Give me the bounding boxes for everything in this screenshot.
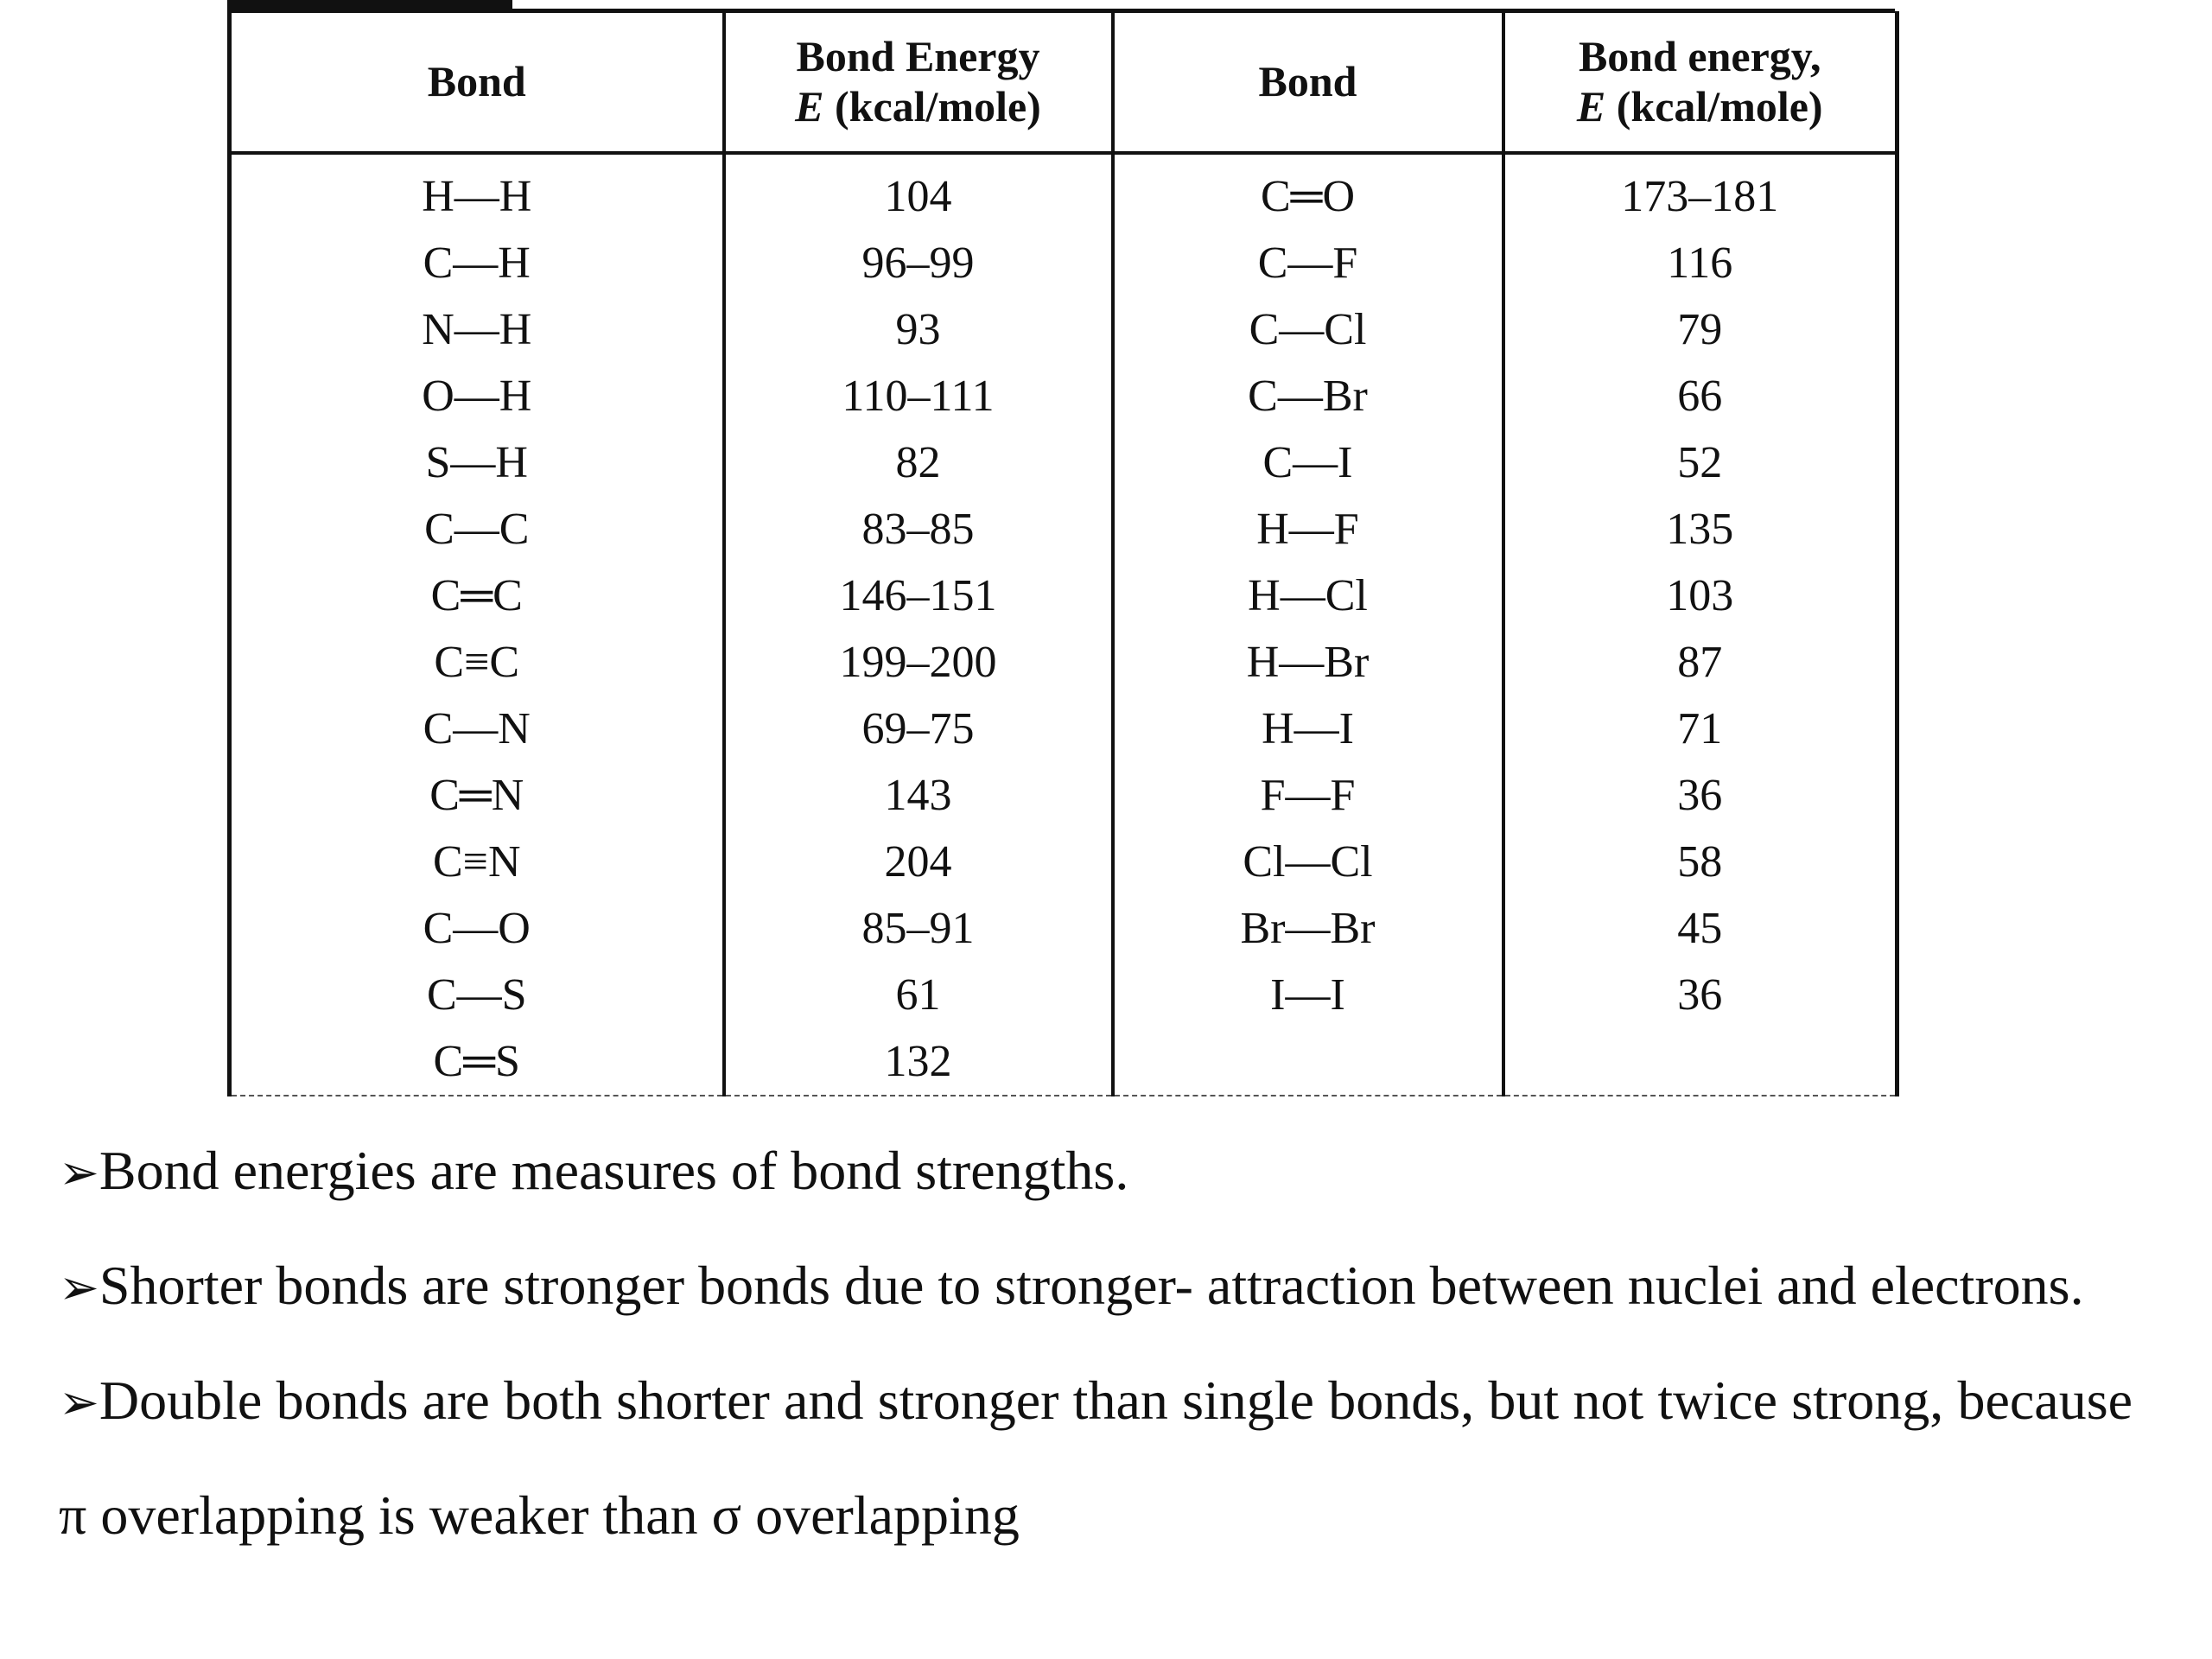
bond-energy-table	[227, 11, 1899, 1096]
bond-cell-right: C—Br	[1113, 363, 1503, 429]
energy-cell-right: 103	[1503, 563, 1897, 629]
bond-cell-left: C═N	[230, 762, 724, 829]
energy-cell-right: 66	[1503, 363, 1897, 429]
energy-cell-left: 61	[724, 962, 1113, 1028]
bond-cell-right: C—I	[1113, 429, 1503, 496]
energy-cell-right: 58	[1503, 829, 1897, 895]
bond-cell-right: C—F	[1113, 230, 1503, 296]
bond-cell-left: C—H	[230, 230, 724, 296]
header-energy-right	[1503, 11, 1897, 153]
bond-cell-right: C═O	[1113, 153, 1503, 230]
bond-cell-left: C═C	[230, 563, 724, 629]
bond-cell-right: H—Br	[1113, 629, 1503, 696]
header-energy-right-units	[1505, 81, 1896, 131]
energy-cell-right: 36	[1503, 762, 1897, 829]
table-row	[230, 496, 1897, 563]
bond-cell-left: C—C	[230, 496, 724, 563]
energy-cell-right: 135	[1503, 496, 1897, 563]
arrow-bullet-icon: ➢	[59, 1145, 99, 1201]
bond-cell-right	[1113, 1028, 1503, 1096]
header-energy-left	[724, 11, 1113, 153]
bond-cell-right: Br—Br	[1113, 895, 1503, 962]
energy-cell-left: 104	[724, 153, 1113, 230]
bond-cell-right: H—I	[1113, 696, 1503, 762]
table-body	[230, 153, 1897, 1096]
energy-cell-left: 143	[724, 762, 1113, 829]
table-row	[230, 962, 1897, 1028]
energy-cell-left: 82	[724, 429, 1113, 496]
bond-cell-right: H—F	[1113, 496, 1503, 563]
table-row	[230, 230, 1897, 296]
energy-cell-right: 79	[1503, 296, 1897, 363]
energy-cell-left: 96–99	[724, 230, 1113, 296]
energy-cell-right: 71	[1503, 696, 1897, 762]
table-row	[230, 696, 1897, 762]
header-energy-left-unit: (kcal/mole)	[835, 82, 1041, 130]
bond-cell-left: C≡N	[230, 829, 724, 895]
note-item	[59, 1344, 2133, 1572]
energy-cell-right: 116	[1503, 230, 1897, 296]
header-energy-right-unit: (kcal/mole)	[1616, 82, 1823, 130]
notes-section	[59, 1115, 2133, 1572]
energy-cell-left: 93	[724, 296, 1113, 363]
header-bond-right	[1113, 11, 1503, 153]
table-row	[230, 762, 1897, 829]
bond-cell-right: Cl—Cl	[1113, 829, 1503, 895]
bond-cell-left: H—H	[230, 153, 724, 230]
table-row	[230, 563, 1897, 629]
energy-cell-left: 204	[724, 829, 1113, 895]
energy-cell-left: 83–85	[724, 496, 1113, 563]
energy-cell-left: 110–111	[724, 363, 1113, 429]
bond-cell-right: F—F	[1113, 762, 1503, 829]
note-item	[59, 1230, 2133, 1344]
arrow-bullet-icon: ➢	[59, 1260, 99, 1316]
note-text: Shorter bonds are stronger bonds due to stronger- attraction between nuclei and electrons.	[99, 1255, 2084, 1316]
header-energy-left-title: Bond Energy	[796, 32, 1040, 80]
energy-cell-right: 36	[1503, 962, 1897, 1028]
energy-cell-right: 45	[1503, 895, 1897, 962]
header-energy-left-units	[726, 81, 1111, 131]
bond-cell-left: C≡C	[230, 629, 724, 696]
energy-cell-right: 173–181	[1503, 153, 1897, 230]
energy-cell-right: 87	[1503, 629, 1897, 696]
header-bond-left	[230, 11, 724, 153]
table-header-row	[230, 11, 1897, 153]
bond-cell-right: C—Cl	[1113, 296, 1503, 363]
energy-cell-left: 132	[724, 1028, 1113, 1096]
bond-cell-left: C—N	[230, 696, 724, 762]
energy-cell-left: 146–151	[724, 563, 1113, 629]
bond-cell-left: S—H	[230, 429, 724, 496]
bond-cell-left: C—O	[230, 895, 724, 962]
header-bond-left-label: Bond	[427, 57, 526, 105]
table-row	[230, 296, 1897, 363]
table-row	[230, 829, 1897, 895]
bond-cell-right: I—I	[1113, 962, 1503, 1028]
energy-cell-left: 199–200	[724, 629, 1113, 696]
table-row	[230, 895, 1897, 962]
energy-cell-right: 52	[1503, 429, 1897, 496]
note-text: Bond energies are measures of bond strengths.	[99, 1140, 1129, 1201]
table-row	[230, 629, 1897, 696]
table-row	[230, 429, 1897, 496]
note-text: Double bonds are both shorter and stronger than single bonds, but not twice strong, because π overlapping is weaker than σ overlapping	[59, 1370, 2133, 1546]
note-item	[59, 1115, 2133, 1230]
bond-cell-left: C═S	[230, 1028, 724, 1096]
bond-cell-left: N—H	[230, 296, 724, 363]
header-energy-left-symbol: E	[795, 82, 824, 130]
bond-cell-right: H—Cl	[1113, 563, 1503, 629]
energy-cell-left: 85–91	[724, 895, 1113, 962]
bond-cell-left: O—H	[230, 363, 724, 429]
table-row	[230, 1028, 1897, 1096]
bond-cell-left: C—S	[230, 962, 724, 1028]
energy-cell-left: 69–75	[724, 696, 1113, 762]
energy-cell-right	[1503, 1028, 1897, 1096]
header-energy-right-symbol: E	[1576, 82, 1606, 130]
table-row	[230, 363, 1897, 429]
header-energy-right-title: Bond energy,	[1578, 32, 1821, 80]
table-row	[230, 153, 1897, 230]
arrow-bullet-icon: ➢	[59, 1375, 99, 1431]
header-bond-right-label: Bond	[1258, 57, 1357, 105]
